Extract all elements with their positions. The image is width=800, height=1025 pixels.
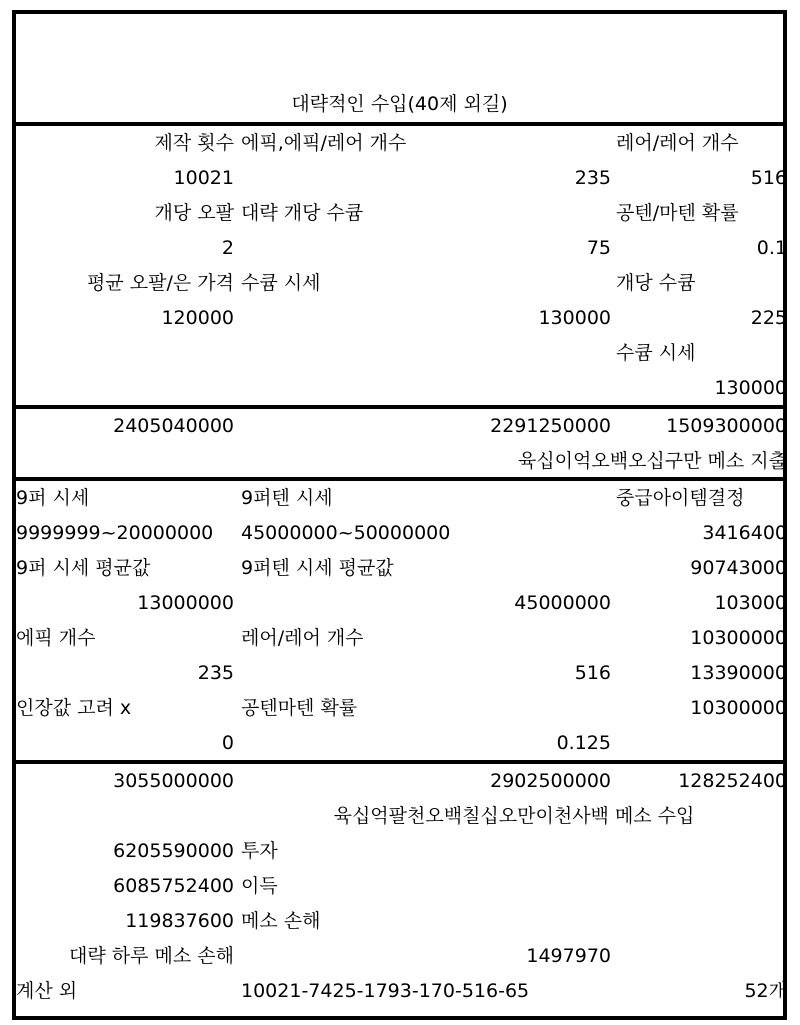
- mid-value-3: 103000: [714, 592, 787, 614]
- epic-value: 235: [197, 662, 234, 684]
- market2-value: 130000: [714, 377, 787, 399]
- p9-label: 9퍼 시세: [16, 487, 90, 509]
- expense-c: 1509300000: [666, 415, 787, 437]
- rare-count-value: 516: [750, 167, 787, 189]
- expense-b: 2291250000: [490, 415, 611, 437]
- craft-count-value: 10021: [173, 167, 234, 189]
- approx-price-label: 대략 개당 수큠: [241, 202, 364, 224]
- invest-value: 6205590000: [113, 840, 234, 862]
- per-price-label: 개당 수큠: [616, 272, 696, 294]
- rate-value: 0.1: [756, 237, 787, 259]
- stat-value: 0: [221, 732, 234, 754]
- calc-label: 계산 외: [16, 980, 78, 1002]
- p9ten-range: 45000000~50000000: [241, 522, 451, 544]
- mid-value-4: 10300000: [690, 627, 787, 649]
- mid-value-6: 10300000: [690, 697, 787, 719]
- p9-range: 9999999~20000000: [16, 522, 214, 544]
- spreadsheet: [12, 10, 787, 1020]
- rare-label: 레어/레어 개수: [241, 627, 364, 649]
- opal-per-value: 2: [221, 237, 234, 259]
- sheet-title: 대략적인 수입(40제 외길): [291, 93, 508, 115]
- loss-label: 메소 손해: [241, 910, 321, 932]
- p9-avg-label: 9퍼 시세 평균값: [16, 557, 151, 579]
- opal-per-label: 개당 오팔: [154, 202, 234, 224]
- income-text: 육십억팔천오백칠십오만이천사백 메소 수입: [333, 805, 695, 827]
- p9ten-label: 9퍼텐 시세: [241, 487, 333, 509]
- daily-loss-value: 1497970: [526, 945, 611, 967]
- daily-loss-label: 대략 하루 메소 손해: [69, 945, 234, 967]
- profit-label: 이득: [241, 875, 278, 897]
- expense-text: 육십이억오백오십구만 메소 지출: [517, 450, 787, 472]
- income-a: 3055000000: [113, 770, 234, 792]
- expense-a: 2405040000: [113, 415, 234, 437]
- rate-value-2: 0.125: [556, 732, 611, 754]
- p9ten-avg-value: 45000000: [514, 592, 611, 614]
- rare-count-label: 레어/레어 개수: [616, 132, 739, 154]
- rare-value: 516: [574, 662, 611, 684]
- market-label: 수큠 시세: [241, 272, 321, 294]
- mid-value-5: 13390000: [690, 662, 787, 684]
- avg-opal-label: 평균 오팔/은 가격: [87, 272, 234, 294]
- craft-count-label: 제작 횟수: [154, 132, 234, 154]
- p9ten-avg-label: 9퍼텐 시세 평균값: [241, 557, 394, 579]
- mid-value-2: 90743000: [690, 557, 787, 579]
- mid-item-label: 중급아이템결정: [616, 487, 745, 509]
- avg-opal-value: 120000: [161, 307, 234, 329]
- rate-label-2: 공텐마텐 확률: [241, 697, 358, 719]
- epic-count-value: 235: [574, 167, 611, 189]
- epic-count-label: 에픽,에픽/레어 개수: [241, 132, 407, 154]
- market-value: 130000: [538, 307, 611, 329]
- profit-value: 6085752400: [113, 875, 234, 897]
- loss-value: 119837600: [125, 910, 234, 932]
- item-count: 52개: [744, 980, 787, 1002]
- epic-label: 에픽 개수: [16, 627, 96, 649]
- stat-label: 인장값 고려 x: [16, 697, 132, 719]
- income-c: 128252400: [678, 770, 787, 792]
- market2-label: 수큠 시세: [616, 342, 696, 364]
- p9-avg-value: 13000000: [137, 592, 234, 614]
- income-b: 2902500000: [490, 770, 611, 792]
- calc-value: 10021-7425-1793-170-516-65: [241, 980, 530, 1002]
- invest-label: 투자: [241, 840, 278, 862]
- approx-price-value: 75: [586, 237, 611, 259]
- mid-value-1: 3416400: [702, 522, 787, 544]
- per-price-value: 225: [750, 307, 787, 329]
- rate-label: 공텐/마텐 확률: [616, 202, 739, 224]
